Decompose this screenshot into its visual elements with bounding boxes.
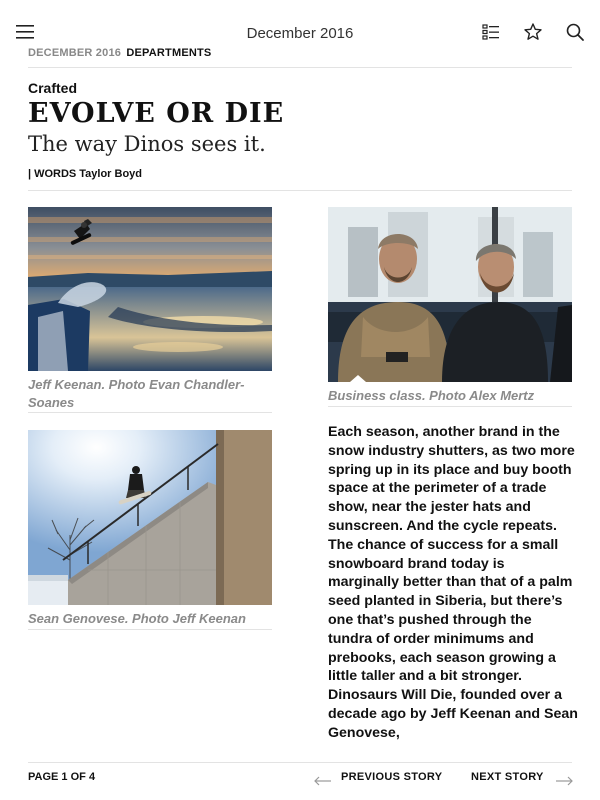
photo-sean-genovese[interactable] [28, 430, 272, 605]
previous-story-button[interactable]: PREVIOUS STORY [341, 771, 443, 783]
byline [28, 168, 142, 180]
article-body: Each season, another brand in the snow industry shutters, as two more spring up in its place and buy booth space at the perimeter of a trade show, near the jester hats and sunscreen. And the cycle repeats. The chance of success for a small snowboard brand today is marginally better than that of a palm seed planted in Siberia, but there’s one that’s pushed through the tundra of order minimums and prebooks, each season growing a little taller and a bit stronger. Dinosaurs Will Die, founded over a decade ago by Jeff Keenan and Sean Genovese, [328, 424, 578, 741]
search-icon[interactable] [565, 22, 585, 42]
divider [28, 412, 272, 413]
arrow-right-icon[interactable] [555, 773, 573, 783]
article-dek: The way Dinos sees it. [28, 132, 266, 156]
bookmark-star-icon[interactable] [523, 22, 543, 42]
kicker-department[interactable]: DEPARTMENTS [126, 47, 212, 59]
footer-bar [0, 762, 600, 800]
photo-caption: Business class. Photo Alex Mertz [328, 388, 535, 403]
section-label: Crafted [28, 80, 78, 96]
divider [28, 190, 572, 191]
byline-label: WORDS [34, 168, 77, 180]
issue-title: December 2016 [246, 25, 354, 42]
byline-author: Taylor Boyd [79, 168, 143, 180]
issue-kicker [28, 47, 211, 59]
article-headline: EVOLVE OR DIE [28, 98, 285, 129]
divider [328, 406, 572, 407]
kicker-issue: DECEMBER 2016 [28, 47, 122, 59]
byline-separator: | [28, 168, 32, 180]
photo-jeff-keenan[interactable] [28, 207, 272, 371]
page-of: OF [70, 771, 86, 783]
photo-caption: Jeff Keenan. Photo Evan Chandler-Soanes [28, 377, 245, 410]
photo-caption: Sean Genovese. Photo Jeff Keenan [28, 611, 246, 626]
page-indicator [28, 771, 95, 783]
divider [28, 629, 272, 630]
next-story-button[interactable]: NEXT STORY [471, 771, 544, 783]
divider [28, 67, 572, 68]
table-of-contents-icon[interactable] [481, 22, 501, 42]
arrow-left-icon[interactable] [314, 773, 332, 783]
page-current: 1 [61, 771, 68, 783]
page-total: 4 [88, 771, 96, 783]
page-prefix: PAGE [28, 771, 59, 783]
photo-business-class[interactable] [328, 207, 572, 382]
